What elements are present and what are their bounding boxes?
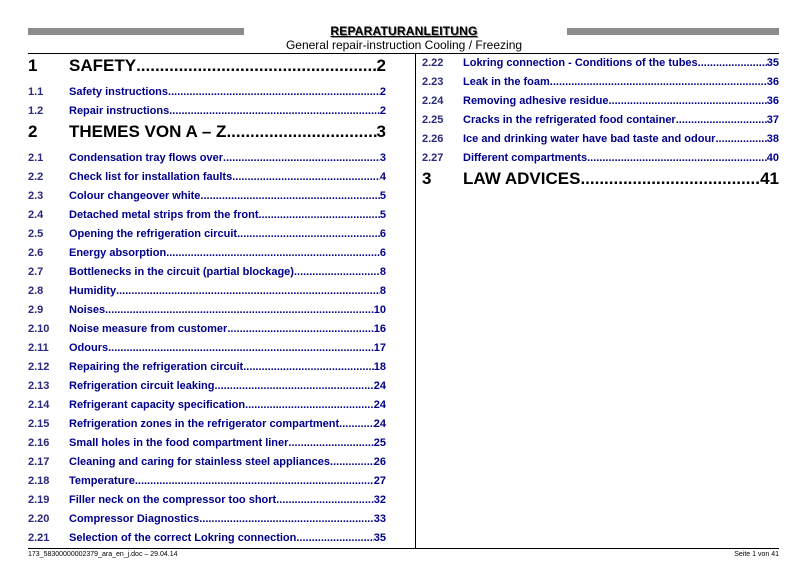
toc-section-entry[interactable] [28, 361, 386, 373]
toc-entry-number: 2.3 [28, 190, 44, 202]
toc-entry-title: Refrigerant capacity specification [69, 399, 246, 411]
toc-section-entry[interactable] [28, 513, 386, 525]
toc-entry-number: 2.2 [28, 171, 44, 183]
toc-entry-page: 41 [760, 169, 779, 188]
toc-dot-leader [288, 437, 373, 449]
toc-dot-leader [339, 418, 374, 430]
toc-entry-title: THEMES VON A – Z [69, 122, 227, 141]
toc-entry-page: 3 [379, 152, 386, 164]
toc-section-entry[interactable] [28, 380, 386, 392]
toc-entry-page: 25 [373, 437, 386, 449]
toc-entry-number: 2.19 [28, 494, 50, 506]
toc-section-entry[interactable] [28, 228, 386, 240]
header-rule [28, 53, 779, 54]
toc-entry-number: 2.20 [28, 513, 50, 525]
toc-chapter-entry[interactable] [28, 56, 386, 76]
toc-entry-number: 2.6 [28, 247, 44, 259]
toc-entry-number: 2.16 [28, 437, 50, 449]
toc-entry-title: Cleaning and caring for stainless steel appliances [69, 456, 331, 468]
toc-section-entry[interactable] [28, 190, 386, 202]
toc-entry-page: 2 [379, 105, 386, 117]
toc-entry-page: 40 [766, 152, 779, 164]
toc-entry-title: Lokring connection - Conditions of the tubes [463, 57, 698, 69]
document-subtitle: General repair-instruction Cooling / Freezing [285, 38, 523, 52]
toc-section-entry[interactable] [422, 57, 779, 69]
toc-dot-leader [116, 285, 380, 297]
toc-dot-leader [214, 380, 373, 392]
toc-entry-title: Energy absorption [69, 247, 167, 259]
page-header [0, 0, 808, 56]
toc-dot-leader [550, 76, 767, 88]
toc-entry-page: 6 [379, 247, 386, 259]
toc-entry-title: Repairing the refrigeration circuit [69, 361, 244, 373]
toc-entry-page: 36 [766, 76, 779, 88]
toc-dot-leader [226, 122, 376, 142]
toc-dot-leader [580, 169, 760, 189]
footer-filename: 173_58300000002379_ara_en_j.doc – 29.04.14 [28, 551, 178, 558]
toc-dot-leader [587, 152, 767, 164]
toc-entry-title: Leak in the foam [463, 76, 550, 88]
toc-entry-page: 24 [373, 380, 386, 392]
toc-entry-number: 2.17 [28, 456, 50, 468]
toc-entry-page: 37 [766, 114, 779, 126]
toc-entry-number: 2.13 [28, 380, 50, 392]
toc-entry-page: 8 [379, 285, 386, 297]
toc-dot-leader [223, 152, 380, 164]
toc-entry-title: Noise measure from customer [69, 323, 228, 335]
toc-entry-title: Safety instructions [69, 86, 169, 98]
toc-section-entry[interactable] [28, 86, 386, 98]
toc-dot-leader [237, 228, 380, 240]
toc-entry-number: 2.26 [422, 133, 444, 145]
toc-dot-leader [108, 342, 374, 354]
toc-dot-leader [227, 323, 373, 335]
toc-entry-title: Colour changeover white [69, 190, 201, 202]
toc-dot-leader [169, 105, 380, 117]
toc-entry-title: Removing adhesive residue [463, 95, 609, 107]
toc-entry-number: 2.21 [28, 532, 50, 544]
toc-section-entry[interactable] [28, 209, 386, 221]
toc-entry-number: 2.27 [422, 152, 444, 164]
toc-section-entry[interactable] [28, 456, 386, 468]
toc-entry-page: 35 [373, 532, 386, 544]
toc-entry-page: 32 [373, 494, 386, 506]
toc-dot-leader [676, 114, 767, 126]
toc-section-entry[interactable] [28, 418, 386, 430]
toc-entry-page: 4 [379, 171, 386, 183]
toc-dot-leader [296, 532, 373, 544]
toc-entry-number: 3 [422, 169, 432, 188]
toc-entry-number: 1.1 [28, 86, 44, 98]
toc-entry-page: 27 [373, 475, 386, 487]
toc-entry-title: Noises [69, 304, 106, 316]
toc-section-entry[interactable] [422, 76, 779, 88]
footer-page-number: Seite 1 von 41 [734, 551, 779, 558]
toc-entry-page: 38 [766, 133, 779, 145]
toc-entry-page: 2 [376, 56, 386, 75]
toc-entry-number: 1 [28, 56, 38, 75]
toc-dot-leader [715, 133, 766, 145]
document-title: REPARATURANLEITUNG [330, 24, 478, 38]
toc-entry-page: 16 [373, 323, 386, 335]
toc-section-entry[interactable] [422, 133, 779, 145]
toc-dot-leader [245, 399, 374, 411]
toc-entry-number: 2.15 [28, 418, 50, 430]
toc-entry-title: Filler neck on the compressor too short [69, 494, 277, 506]
toc-entry-number: 2.25 [422, 114, 444, 126]
toc-entry-page: 35 [766, 57, 779, 69]
toc-entry-title: Odours [69, 342, 109, 354]
toc-entry-title: Different compartments [463, 152, 588, 164]
toc-section-entry[interactable] [28, 475, 386, 487]
toc-entry-title: Temperature [69, 475, 135, 487]
toc-section-entry[interactable] [422, 95, 779, 107]
toc-entry-title: Cracks in the refrigerated food container [463, 114, 676, 126]
toc-entry-title: Condensation tray flows over [69, 152, 224, 164]
toc-dot-leader [135, 475, 374, 487]
toc-section-entry[interactable] [28, 399, 386, 411]
toc-entry-number: 2.7 [28, 266, 44, 278]
toc-entry-title: Refrigeration circuit leaking [69, 380, 215, 392]
toc-section-entry[interactable] [28, 105, 386, 117]
toc-dot-leader [105, 304, 374, 316]
toc-dot-leader [232, 171, 380, 183]
toc-entry-title: Opening the refrigeration circuit [69, 228, 238, 240]
toc-entry-page: 24 [373, 418, 386, 430]
toc-entry-page: 24 [373, 399, 386, 411]
toc-entry-number: 2.12 [28, 361, 50, 373]
toc-section-entry[interactable] [28, 437, 386, 449]
toc-entry-title: Refrigeration zones in the refrigerator compartment [69, 418, 340, 430]
toc-section-entry[interactable] [28, 266, 386, 278]
toc-entry-number: 2.5 [28, 228, 44, 240]
toc-section-entry[interactable] [28, 247, 386, 259]
column-divider [415, 53, 416, 549]
toc-entry-title: Repair instructions [69, 105, 170, 117]
toc-entry-number: 1.2 [28, 105, 44, 117]
toc-dot-leader [609, 95, 767, 107]
toc-entry-number: 2.24 [422, 95, 444, 107]
toc-entry-page: 26 [373, 456, 386, 468]
toc-entry-title: Bottlenecks in the circuit (partial blockage) [69, 266, 294, 278]
toc-dot-leader [330, 456, 374, 468]
toc-entry-page: 36 [766, 95, 779, 107]
toc-section-entry[interactable] [28, 494, 386, 506]
toc-entry-number: 2.1 [28, 152, 44, 164]
toc-section-entry[interactable] [28, 171, 386, 183]
toc-section-entry[interactable] [28, 304, 386, 316]
toc-entry-title: Small holes in the food compartment liner [69, 437, 289, 449]
toc-entry-number: 2.22 [422, 57, 444, 69]
toc-section-entry[interactable] [28, 285, 386, 297]
toc-dot-leader [200, 190, 379, 202]
toc-dot-leader [168, 86, 380, 98]
toc-entry-title: LAW ADVICES [463, 169, 581, 188]
toc-entry-title: Ice and drinking water have bad taste and odour [463, 133, 716, 145]
toc-dot-leader [276, 494, 374, 506]
toc-entry-number: 2.11 [28, 342, 49, 354]
toc-entry-title: Humidity [69, 285, 117, 297]
toc-entry-number: 2.4 [28, 209, 44, 221]
toc-section-entry[interactable] [28, 342, 386, 354]
toc-entry-page: 17 [373, 342, 386, 354]
toc-section-entry[interactable] [28, 152, 386, 164]
toc-entry-title: SAFETY [69, 56, 137, 75]
toc-dot-leader [166, 247, 380, 259]
toc-section-entry[interactable] [28, 323, 386, 335]
toc-entry-number: 2.9 [28, 304, 44, 316]
toc-entry-title: Detached metal strips from the front [69, 209, 259, 221]
toc-entry-page: 6 [379, 228, 386, 240]
toc-entry-page: 5 [379, 209, 386, 221]
toc-entry-number: 2.14 [28, 399, 50, 411]
toc-entry-page: 33 [373, 513, 386, 525]
toc-entry-page: 5 [379, 190, 386, 202]
toc-entry-number: 2.23 [422, 76, 444, 88]
toc-entry-number: 2.18 [28, 475, 50, 487]
toc-dot-leader [258, 209, 379, 221]
toc-dot-leader [698, 57, 767, 69]
toc-section-entry[interactable] [28, 532, 386, 544]
footer-rule [28, 548, 779, 549]
toc-entry-number: 2 [28, 122, 38, 141]
toc-entry-title: Check list for installation faults [69, 171, 233, 183]
toc-entry-title: Compressor Diagnostics [69, 513, 200, 525]
toc-dot-leader [294, 266, 380, 278]
toc-section-entry[interactable] [422, 114, 779, 126]
toc-chapter-entry[interactable] [28, 122, 386, 142]
toc-entry-title: Selection of the correct Lokring connection [69, 532, 297, 544]
toc-entry-number: 2.8 [28, 285, 44, 297]
toc-entry-page: 3 [376, 122, 386, 141]
toc-entry-page: 8 [379, 266, 386, 278]
toc-entry-page: 10 [373, 304, 386, 316]
toc-entry-number: 2.10 [28, 323, 50, 335]
toc-entry-page: 2 [379, 86, 386, 98]
toc-dot-leader [136, 56, 376, 76]
toc-dot-leader [243, 361, 374, 373]
toc-chapter-entry[interactable] [422, 169, 779, 189]
toc-section-entry[interactable] [422, 152, 779, 164]
toc-dot-leader [199, 513, 374, 525]
toc-entry-page: 18 [373, 361, 386, 373]
